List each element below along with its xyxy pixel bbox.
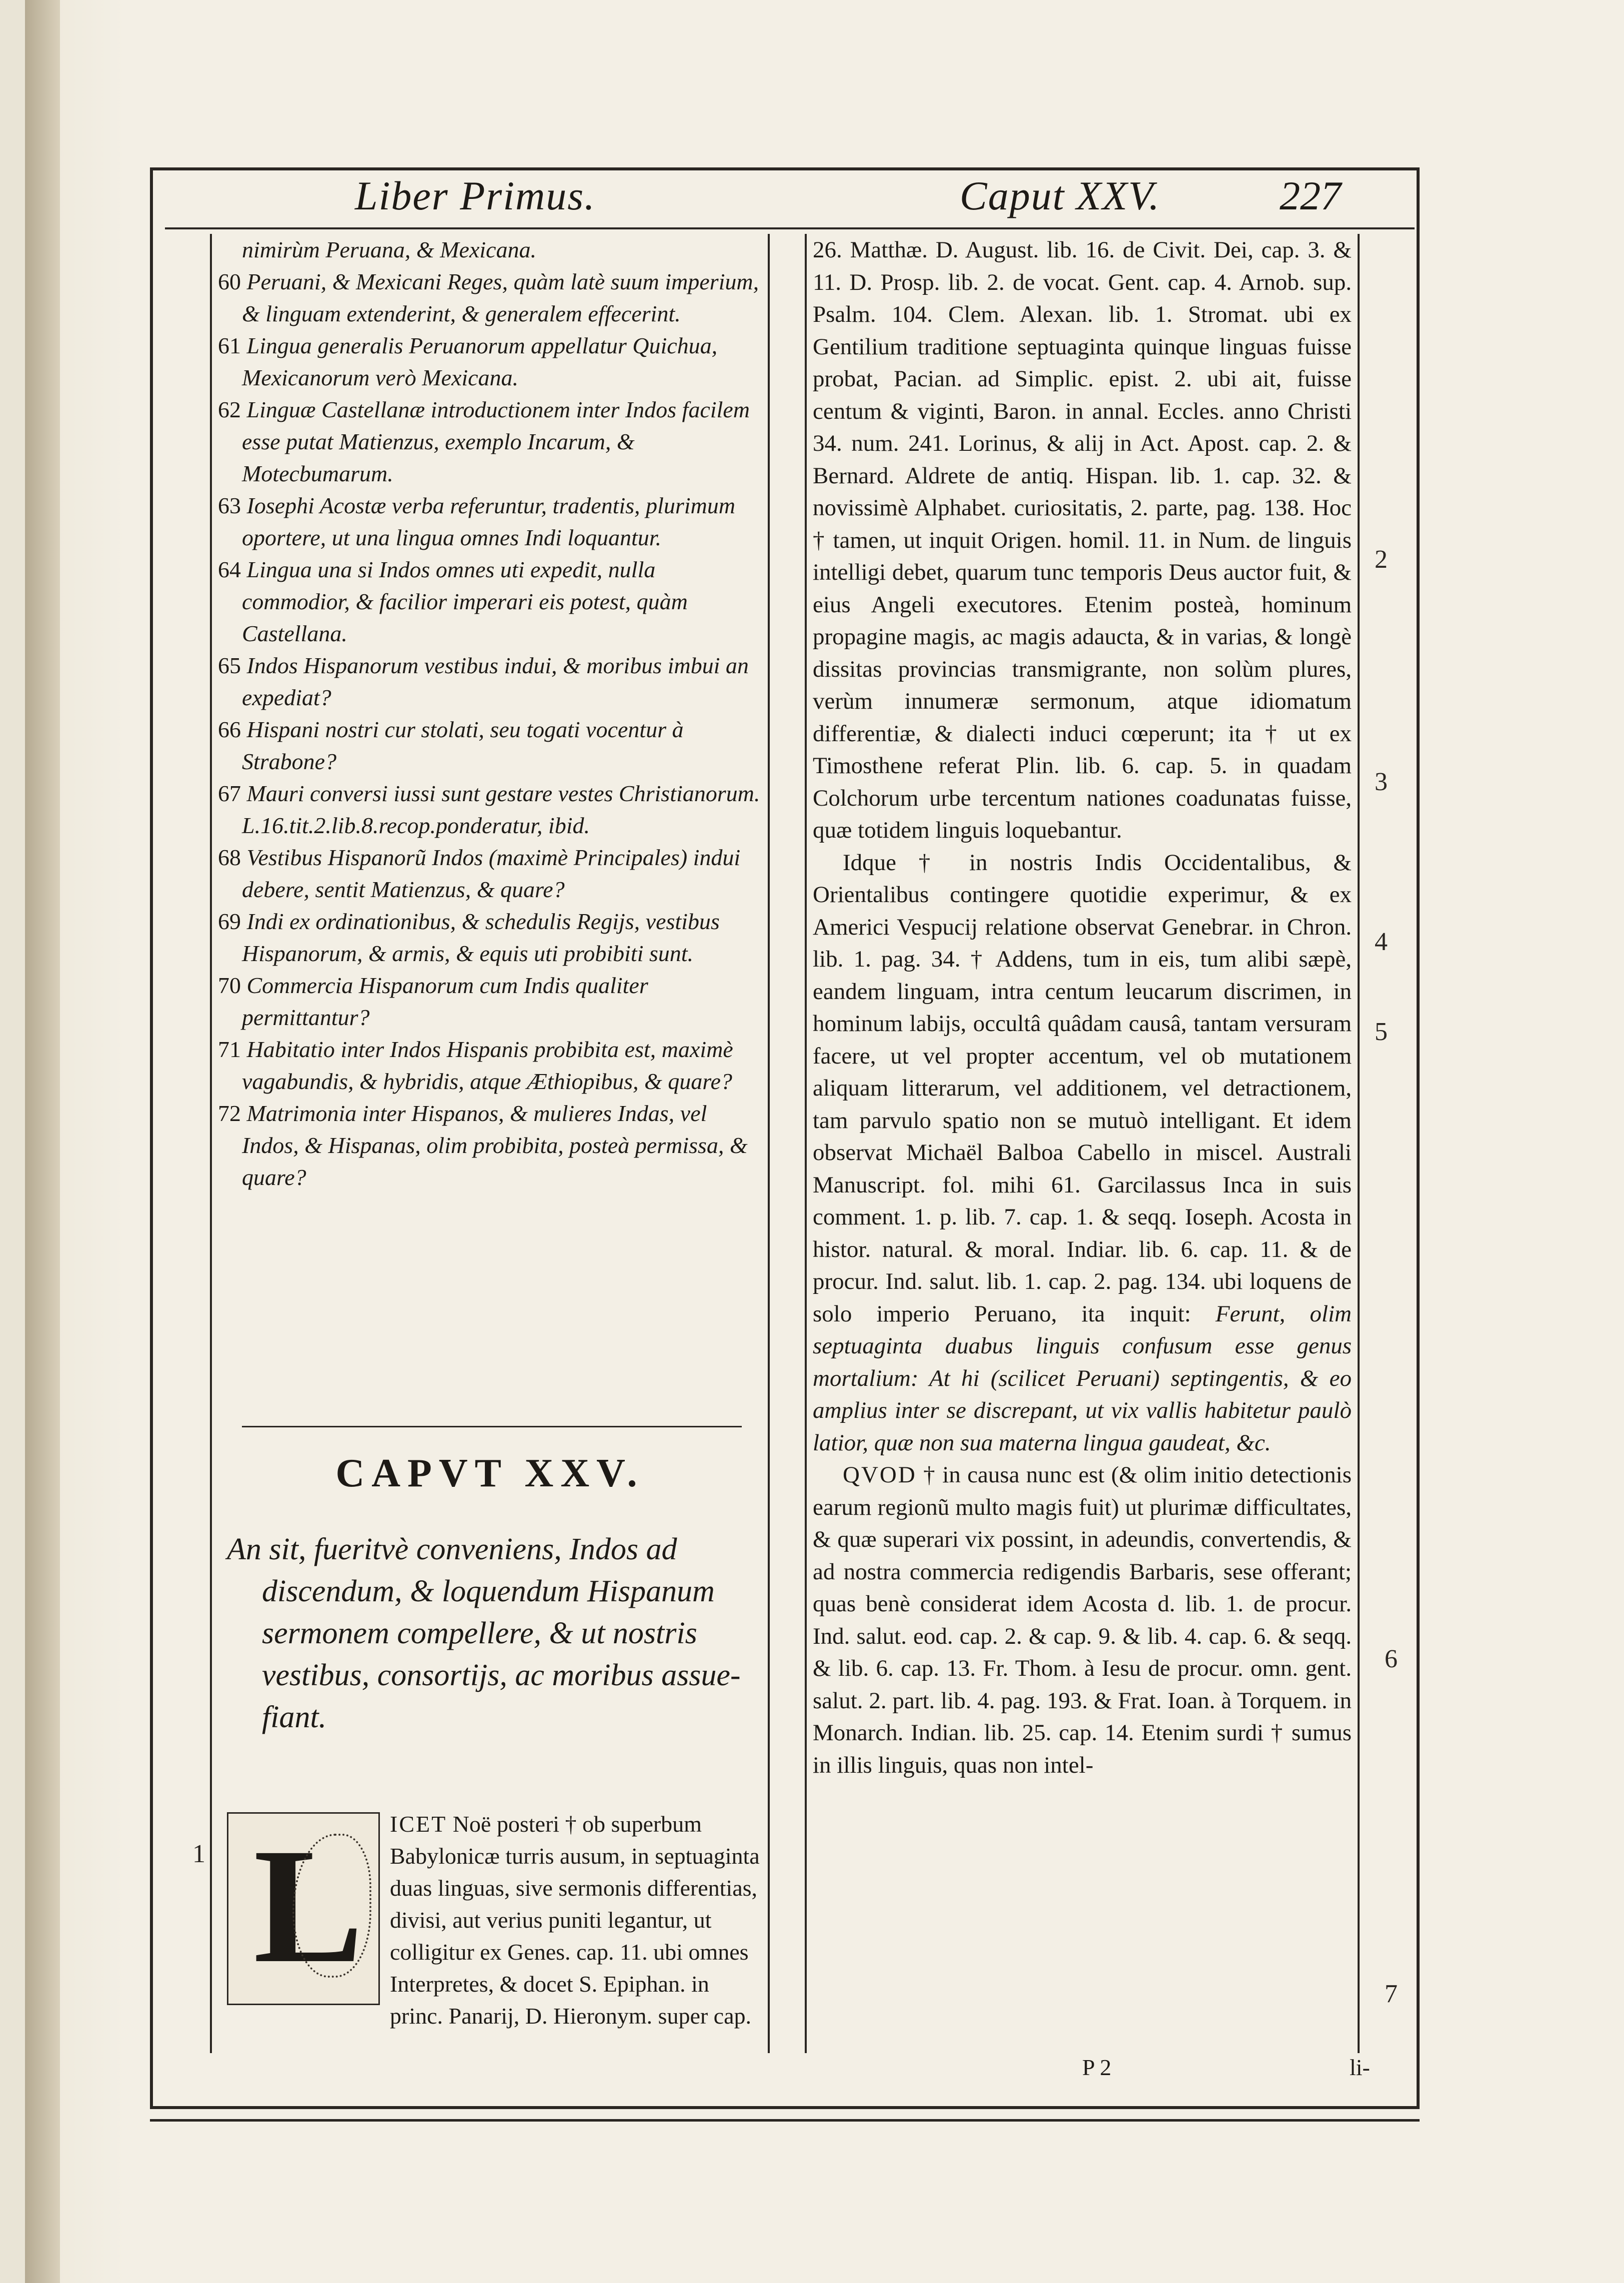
summary-text: Habitatio inter Indos Hispanis probibita est, maximè vagabundis, & hybridis, atque Æthiopibus, & quare? [242,1037,733,1094]
opening-paragraph [227,1808,762,2032]
paragraph-text: † in causa nunc est (& olim initio detectionis earum regionũ multo magis fuit) ut plurimæ difficultates, & quæ superari vix possint, in adeundis, convertendis, & ad nostra commercia redigendis Barbaris, sese offerant; quas benè considerat idem Acosta d. lib. 1. de procur. Ind. salut. eod. cap. 2. & cap. 9. & lib. 4. cap. 6. & seqq. & lib. 6. cap. 13. Fr. Thom. à Iesu de procur. omn. gent. salut. 2. part. lib. 4. pag. 193. & Frat. Ioan. à Torquem. in Monarch. Indian. lib. 25. cap. 14. Etenim surdi † sumus in illis linguis, quas non intel- [813,1462,1352,1778]
marginal-number: 7 [1385,1980,1398,2008]
summary-entry [218,970,762,1034]
summary-number: 60 [218,269,241,294]
paragraph: 26. Matthæ. D. August. lib. 16. de Civit. Dei, cap. 3. & 11. D. Prosp. lib. 2. de vocat. Gent. cap. 4. Arnob. sup. Psalm. 104. Clem. Alexan. lib. 1. Stromat. ubi ex Gentilium traditione septuaginta quinque linguas fuisse probat, Pacian. ad Simplic. epist. 2. ubi ait, fuisse centum & viginti, Baron. in annal. Eccles. anno Christi 34. num. 241. Lorinus, & alij in Act. Apost. cap. 2. & Bernard. Aldrete de antiq. Hispan. lib. 1. cap. 32. & novissimè Alphabet. curiositatis, 2. parte, pag. 138. Hoc † tamen, ut inquit Origen. homil. 11. in Num. de linguis intelligi debet, quarum tunc temporis Deus auctor fuit, & eius Angeli executores. Etenim posteà, hominum propagine magis, ac magis adaucta, & in varias, & longè dissitas provincias transmigrante, non solùm plures, verùm innumeræ sermonum, atque idiomatum differentiæ, & dialecti induci cœperunt; ita † ut ex Timosthene referat Plin. lib. 6. cap. 5. in quadam Colchorum urbe tercentum nationes coadunatas fuisse, quæ totidem linguis loquebantur. [813,237,1352,843]
summary-text: Mauri conversi iussi sunt gestare vestes Christianorum. [246,781,760,806]
chapter-summary-list [218,234,762,1193]
summary-number: 66 [218,717,241,742]
subtitle-line: vestibus, consortijs, ac moribus assue- [262,1658,741,1692]
section-separator [242,1426,742,1427]
summary-entry [218,906,762,970]
marginal-number: 6 [1385,1645,1398,1673]
summary-text: Hispani nostri cur stolati, seu togati vocentur à Strabone? [242,717,684,774]
marginal-number: 3 [1375,768,1388,796]
summary-number: 69 [218,909,241,934]
summary-number: 71 [218,1037,241,1062]
summary-text: Indi ex ordinationibus, & schedulis Regijs, vestibus Hispanorum, & armis, & equis uti probibiti sunt. [242,909,720,966]
summary-entry [218,714,762,778]
summary-entry [218,842,762,906]
summary-entry [218,330,762,394]
subtitle-line: discendum, & loquendum Hispanum [262,1574,715,1608]
summary-number: 72 [218,1101,241,1126]
catchword: li- [1350,2055,1370,2080]
paragraph-smallcaps: QVOD [843,1462,917,1488]
summary-text: Indos Hispanorum vestibus indui, & moribus imbui an expediat? [242,653,749,710]
signature-mark: P 2 [1082,2055,1112,2080]
summary-text: Matrimonia inter Hispanos, & mulieres Indas, vel Indos, & Hispanas, olim probibita, posteà permissa, & quare? [242,1101,748,1190]
initial-letter: L [253,1815,364,1997]
marginal-number: 5 [1375,1018,1388,1046]
summary-number: 61 [218,333,241,358]
opening-smallcaps: ICET [390,1811,447,1837]
page-frame-bottom-rule [150,2119,1420,2122]
summary-entry [218,490,762,554]
summary-number: 65 [218,653,241,678]
summary-text: Lingua generalis Peruanorum appellatur Quichua, Mexicanorum verò Mexicana. [242,333,718,390]
book-spine [25,0,60,2283]
summary-entry [218,266,762,330]
summary-entry [218,554,762,650]
chapter-title: CAPVT XXV. [335,1451,644,1495]
right-body-text [813,234,1352,1781]
summary-text: Linguæ Castellanæ introductionem inter Indos facilem esse putat Matienzus, exemplo Incarum, & Motecbumarum. [242,397,750,486]
summary-text: Commercia Hispanorum cum Indis qualiter permittantur? [242,973,648,1030]
paragraph [813,1459,1352,1781]
summary-entry [218,394,762,490]
summary-number: 63 [218,493,241,518]
decorated-initial [227,1812,380,2005]
acosta-quote: Ferunt, olim septuaginta duabus linguis confusum esse genus mortalium: At hi (scilicet Peruani) septingentis, & eo amplius inter se discrepant, ut vix vallis habitetur paulò latior, quæ non sua materna lingua gaudeat, &c. [813,1300,1352,1456]
header-caput: Caput XXV. [960,173,1161,218]
marginal-number: 2 [1375,545,1388,574]
summary-entry [218,234,762,266]
summary-number: 68 [218,845,241,870]
marginal-number: 1 [192,1840,205,1868]
opening-text: Noë posteri † ob superbum Babylonicæ turris ausum, in septuaginta duas linguas, sive sermonis differentias, divisi, aut verius puniti legantur, ut colligitur ex Genes. cap. 11. ubi omnes Interpretes, & docet S. Epiphan. in princ. Panarij, D. Hieronym. super cap. [390,1811,760,2029]
header-rule [165,227,1415,229]
summary-entry [218,650,762,714]
subtitle-line: sermonem compellere, & ut nostris [262,1616,697,1650]
summary-entry [218,778,762,810]
left-column [210,234,770,2053]
summary-text: Peruani, & Mexicani Reges, quàm latè suum imperium, & linguam extenderint, & generalem effecerint. [242,269,759,326]
chapter-subtitle [227,1528,757,1738]
summary-entry [218,810,762,842]
summary-number: 64 [218,557,241,582]
summary-number: 70 [218,973,241,998]
summary-entry [218,1098,762,1193]
subtitle-line: An sit, fueritvè conveniens, Indos ad [227,1532,677,1566]
paragraph-text: Idque † in nostris Indis Occidentalibus, & Orientalibus contingere quotidie experimur, & ex Americi Vespucij relatione observat Genebrar. in Chron. lib. 1. pag. 34. † Addens, tum in eis, tum alibi sæpè, eandem linguam, intra centum leucarum discrimen, in hominum labijs, occultâ quâdam causâ, tantam versuram facere, ut vel propter accentum, vel ob mutationem aliquam litterarum, vel additionem, vel detractionem, tam parvulo spatio non se mutuò intelligant. Et idem observat Michaël Balboa Cabello in miscel. Australi Manuscript. fol. mihi 61. Garcilassus Inca in suis comment. 1. p. lib. 7. cap. 1. & seqq. Ioseph. Acosta in histor. natural. & moral. Indiar. lib. 6. cap. 11. & de procur. Ind. salut. lib. 1. cap. 2. pag. 134. ubi loquens de solo imperio Peruano, ita inquit: [813,849,1352,1327]
summary-number: 67 [218,781,241,806]
paragraph [813,847,1352,1459]
marginal-number: 4 [1375,928,1388,956]
running-header [165,172,1415,227]
summary-entry [218,1034,762,1098]
right-column [805,234,1360,2053]
summary-text: L.16.tit.2.lib.8.recop.ponderatur, ibid. [242,813,590,838]
summary-text: Iosephi Acostæ verba referuntur, tradentis, plurimum oportere, ut una lingua omnes Indi loquantur. [242,493,735,550]
summary-text: Lingua una si Indos omnes uti expedit, nulla commodior, & facilior imperari eis potest, quàm Castellana. [242,557,688,646]
header-liber: Liber Primus. [355,173,596,218]
summary-number: 62 [218,397,241,422]
subtitle-line: fiant. [262,1700,327,1734]
page-number: 227 [1280,173,1341,218]
summary-text: nimirùm Peruana, & Mexicana. [242,237,536,262]
summary-text: Vestibus Hispanorũ Indos (maximè Principales) indui debere, sentit Matienzus, & quare? [242,845,741,902]
